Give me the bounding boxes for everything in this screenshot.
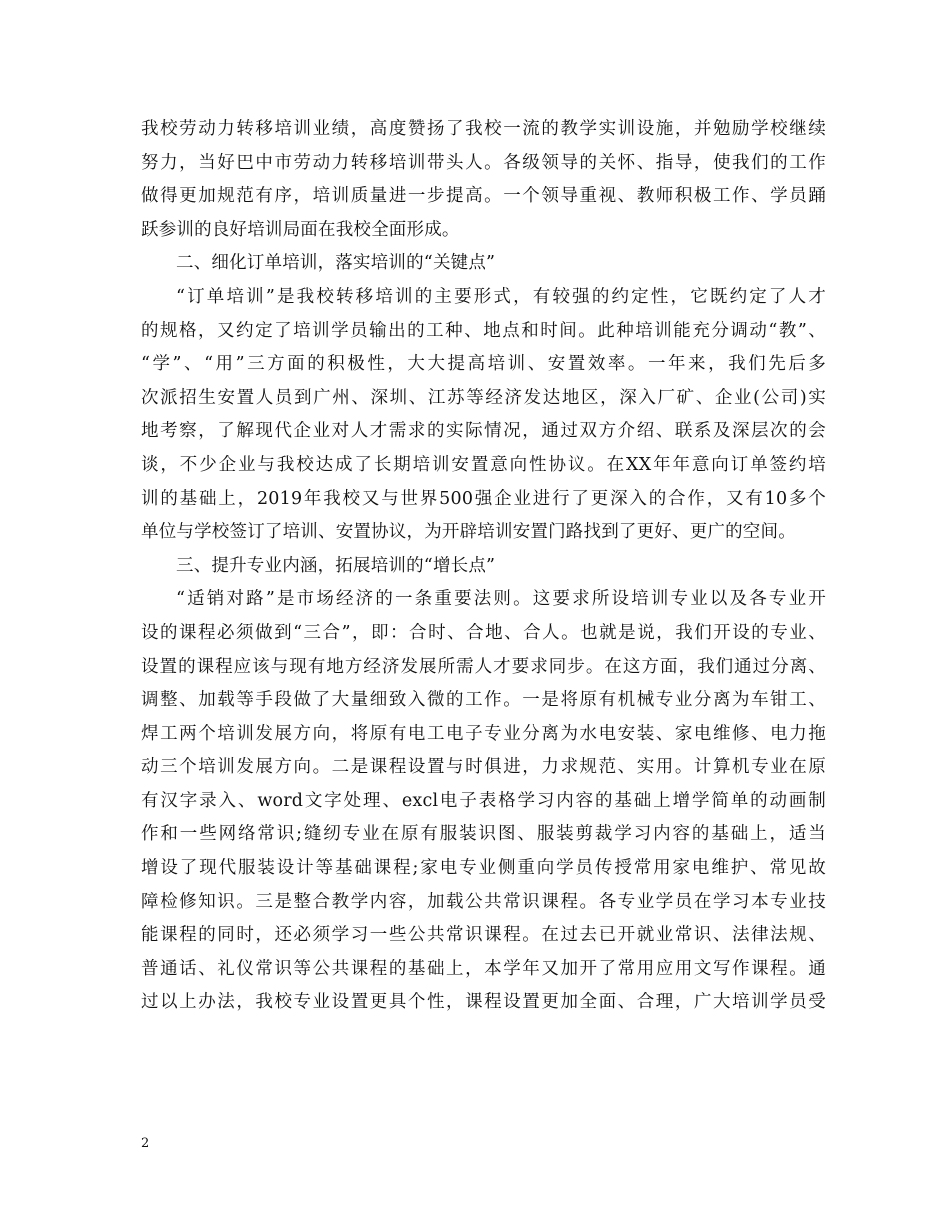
text-line: 作和一些网络常识;缝纫专业在原有服装识图、服装剪裁学习内容的基础上，适当: [141, 824, 826, 845]
text-line: 设的课程必须做到“三合”，即：合时、合地、合人。也就是说，我们开设的专业、: [141, 622, 826, 643]
body-text: [141, 113, 826, 1020]
section-heading: 三、提升专业内涵，拓展培训的“增长点”: [176, 555, 496, 576]
text-line: 增设了现代服装设计等基础课程;家电专业侧重向学员传授常用家电维护、常见故: [141, 858, 826, 879]
text-line: “适销对路”是市场经济的一条重要法则。这要求所设培训专业以及各专业开: [176, 589, 826, 610]
text-line: 设置的课程应该与现有地方经济发展所需人才要求同步。在这方面，我们通过分离、: [141, 656, 826, 677]
text-line: 地考察，了解现代企业对人才需求的实际情况，通过双方介绍、联系及深层次的会: [141, 421, 826, 442]
text-line: 训的基础上，2019年我校又与世界500强企业进行了更深入的合作，又有10多个: [141, 488, 826, 509]
text-line: 我校劳动力转移培训业绩，高度赞扬了我校一流的教学实训设施，并勉励学校继续: [141, 119, 826, 139]
text-line: 过以上办法，我校专业设置更具个性，课程设置更加全面、合理，广大培训学员受: [141, 992, 826, 1013]
text-line: 努力，当好巴中市劳动力转移培训带头人。各级领导的关怀、指导，使我们的工作: [141, 152, 826, 173]
text-line: 次派招生安置人员到广州、深圳、江苏等经济发达地区，深入厂矿、企业(公司)实: [141, 387, 826, 408]
text-line: 的规格，又约定了培训学员输出的工种、地点和时间。此种培训能充分调动“教”、: [141, 320, 826, 341]
text-line: 动三个培训发展方向。二是课程设置与时俱进，力求规范、实用。计算机专业在原: [141, 757, 826, 778]
text-line: 调整、加载等手段做了大量细致入微的工作。一是将原有机械专业分离为车钳工、: [141, 690, 826, 711]
text-line: “订单培训”是我校转移培训的主要形式，有较强的约定性，它既约定了人才: [176, 286, 826, 307]
section-heading: 二、细化订单培训，落实培训的“关键点”: [176, 253, 496, 274]
text-line: 普通话、礼仪常识等公共课程的基础上，本学年又加开了常用应用文写作课程。通: [141, 958, 826, 979]
text-line: 单位与学校签订了培训、安置协议，为开辟培训安置门路找到了更好、更广的空间。: [141, 522, 796, 543]
page-number: 2: [141, 1136, 150, 1151]
text-line: 焊工两个培训发展方向，将原有电工电子专业分离为水电安装、家电维修、电力拖: [141, 723, 826, 744]
text-line: 障检修知识。三是整合教学内容，加载公共常识课程。各专业学员在学习本专业技: [141, 891, 826, 912]
text-line: 谈，不少企业与我校达成了长期培训安置意向性协议。在XX年年意向订单签约培: [141, 454, 826, 475]
text-line: 做得更加规范有序，培训质量进一步提高。一个领导重视、教师积极工作、学员踊: [141, 186, 826, 207]
text-line: 能课程的同时，还必须学习一些公共常识课程。在过去已开就业常识、法律法规、: [141, 925, 826, 946]
text-line: 有汉字录入、word文字处理、excl电子表格学习内容的基础上增学简单的动画制: [141, 790, 826, 811]
text-line: “学”、“用”三方面的积极性，大大提高培训、安置效率。一年来，我们先后多: [141, 354, 826, 375]
text-line: 跃参训的良好培训局面在我校全面形成。: [141, 219, 460, 240]
